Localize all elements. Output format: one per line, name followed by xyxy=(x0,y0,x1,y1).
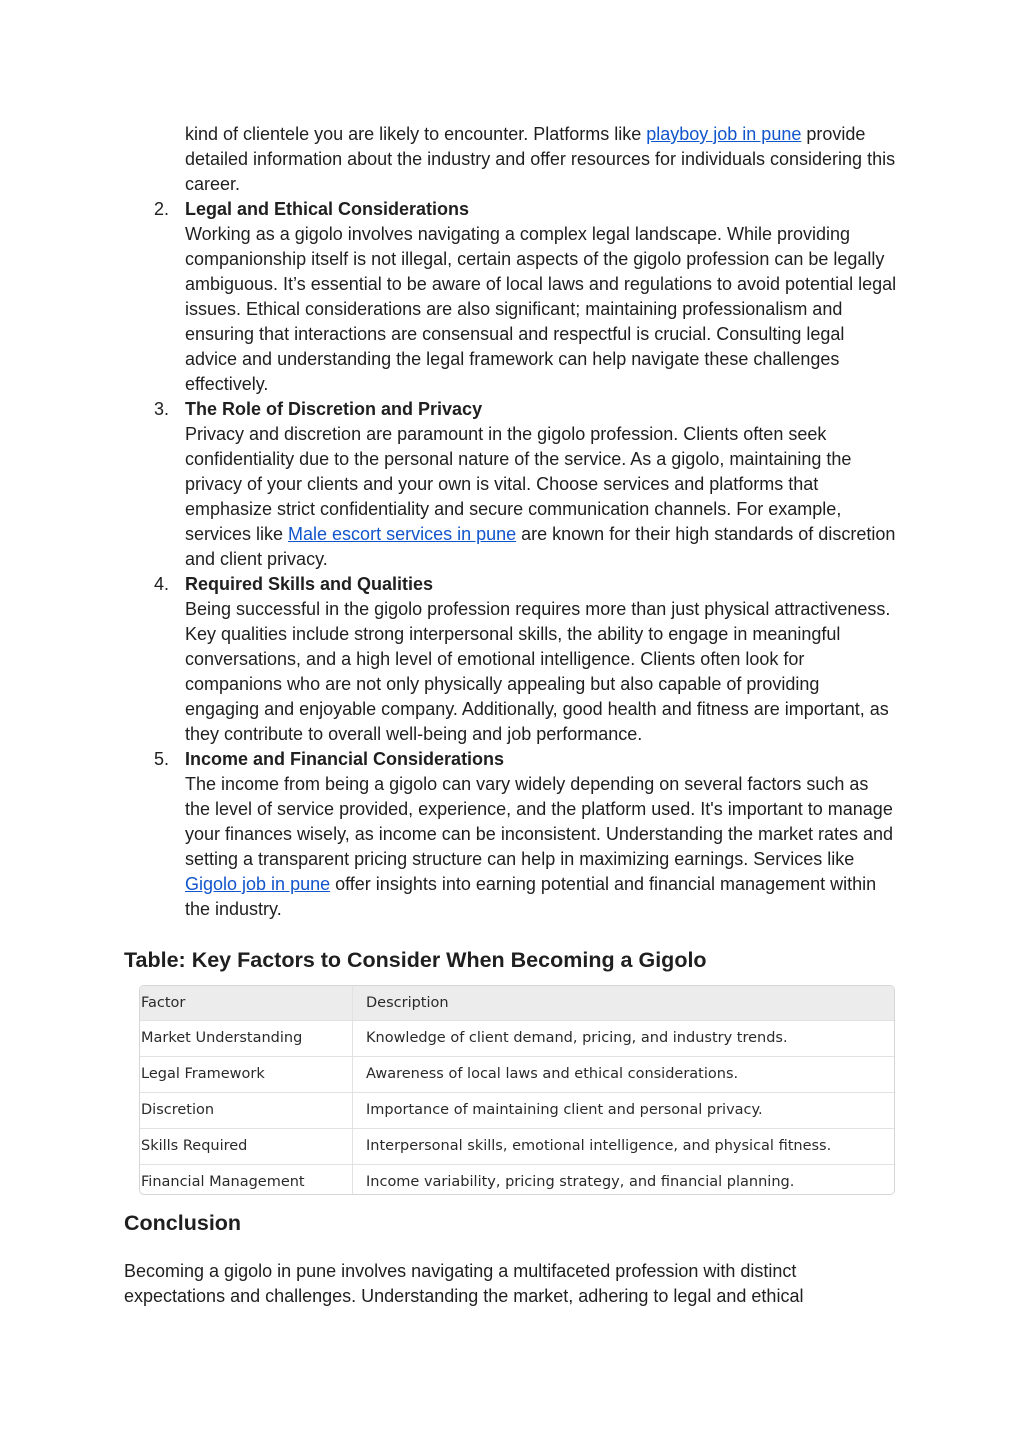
list-item xyxy=(0,397,1024,572)
body-text: provide detailed information about the industry and offer resources for individuals considering this career. xyxy=(185,124,896,194)
description-cell: Income variability, pricing strategy, and financial planning. xyxy=(366,1174,795,1190)
table-row xyxy=(140,1092,894,1128)
body-text: are known for their high standards of discretion and client privacy. xyxy=(185,524,896,569)
list-item-body xyxy=(185,122,897,197)
body-text: Privacy and discretion are paramount in the gigolo profession. Clients often seek confidentiality due to the personal nature of the service. As a gigolo, maintaining the privacy of your clients and your own is vital. Choose services and platforms that emphasize strict confidentiality and secure communication channels. For example, services like xyxy=(185,424,852,544)
factor-cell: Discretion xyxy=(140,1093,353,1128)
list-item-body xyxy=(185,772,897,922)
playboy-job-link[interactable]: playboy job in pune xyxy=(646,124,802,144)
table-row xyxy=(140,1056,894,1092)
body-text: The income from being a gigolo can vary widely depending on several factors such as the level of service provided, experience, and the platform used. It's important to manage your finances wisely, as income can be inconsistent. Understanding the market rates and setting a transparent pricing structure can help in maximizing earnings. Services like xyxy=(185,774,894,869)
table-heading: Table: Key Factors to Consider When Becoming a Gigolo xyxy=(124,948,707,972)
description-cell: Awareness of local laws and ethical considerations. xyxy=(366,1066,739,1082)
factor-cell: Legal Framework xyxy=(140,1057,353,1092)
list-item-title: Required Skills and Qualities xyxy=(185,574,434,594)
body-text: Working as a gigolo involves navigating a complex legal landscape. While providing companionship itself is not illegal, certain aspects of the gigolo profession can be legally ambiguous. It’s essential to be aware of local laws and regulations to avoid potential legal issues. Ethical considerations are also significant; maintaining professionalism and ensuring that interactions are consensual and respectful is crucial. Consulting legal advice and understanding the legal framework can help navigate these challenges effectively. xyxy=(185,224,897,394)
list-item-title: Legal and Ethical Considerations xyxy=(185,199,470,219)
list-item xyxy=(0,197,1024,397)
body-text: Being successful in the gigolo profession requires more than just physical attractiveness. Key qualities include strong interpersonal skills, the ability to engage in meaningful conversations, and a high level of emotional intelligence. Clients often look for companions who are not only physically appealing but also capable of providing engaging and enjoyable company. Additionally, good health and fitness are important, as they contribute to overall well-being and job performance. xyxy=(185,599,891,744)
description-cell: Interpersonal skills, emotional intelligence, and physical fitness. xyxy=(366,1138,832,1154)
list-item xyxy=(0,122,1024,197)
conclusion-paragraph: Becoming a gigolo in pune involves navigating a multifaceted profession with distinct expectations and challenges. Understanding the market, adhering to legal and ethical xyxy=(124,1261,804,1306)
list-item-body xyxy=(185,222,897,397)
list-item-body xyxy=(185,422,897,572)
list-item-title: Income and Financial Considerations xyxy=(185,749,505,769)
conclusion-heading: Conclusion xyxy=(124,1211,242,1235)
description-cell: Knowledge of client demand, pricing, and industry trends. xyxy=(366,1030,788,1046)
factor-cell: Market Understanding xyxy=(140,1021,353,1056)
list-number: 2. xyxy=(154,199,170,219)
factor-cell: Financial Management xyxy=(140,1165,353,1195)
list-item-body xyxy=(185,597,897,747)
header-cell: Description xyxy=(366,995,449,1011)
male-escort-services-link[interactable]: Male escort services in pune xyxy=(288,524,517,544)
table-row xyxy=(140,1020,894,1056)
table-header-row xyxy=(140,986,894,1020)
numbered-list xyxy=(0,122,1024,922)
list-number: 5. xyxy=(154,749,170,769)
table-row xyxy=(140,1164,894,1195)
list-number: 4. xyxy=(154,574,170,594)
factor-cell: Skills Required xyxy=(140,1129,353,1164)
header-cell: Factor xyxy=(140,986,353,1020)
list-item-title: The Role of Discretion and Privacy xyxy=(185,399,483,419)
body-text: offer insights into earning potential and financial management within the industry. xyxy=(185,874,877,919)
key-factors-table xyxy=(139,985,895,1195)
table-row xyxy=(140,1128,894,1164)
list-item xyxy=(0,572,1024,747)
description-cell: Importance of maintaining client and personal privacy. xyxy=(366,1102,763,1118)
body-text: kind of clientele you are likely to encounter. Platforms like xyxy=(185,124,647,144)
list-item xyxy=(0,747,1024,922)
gigolo-job-link[interactable]: Gigolo job in pune xyxy=(185,874,331,894)
list-number: 3. xyxy=(154,399,170,419)
